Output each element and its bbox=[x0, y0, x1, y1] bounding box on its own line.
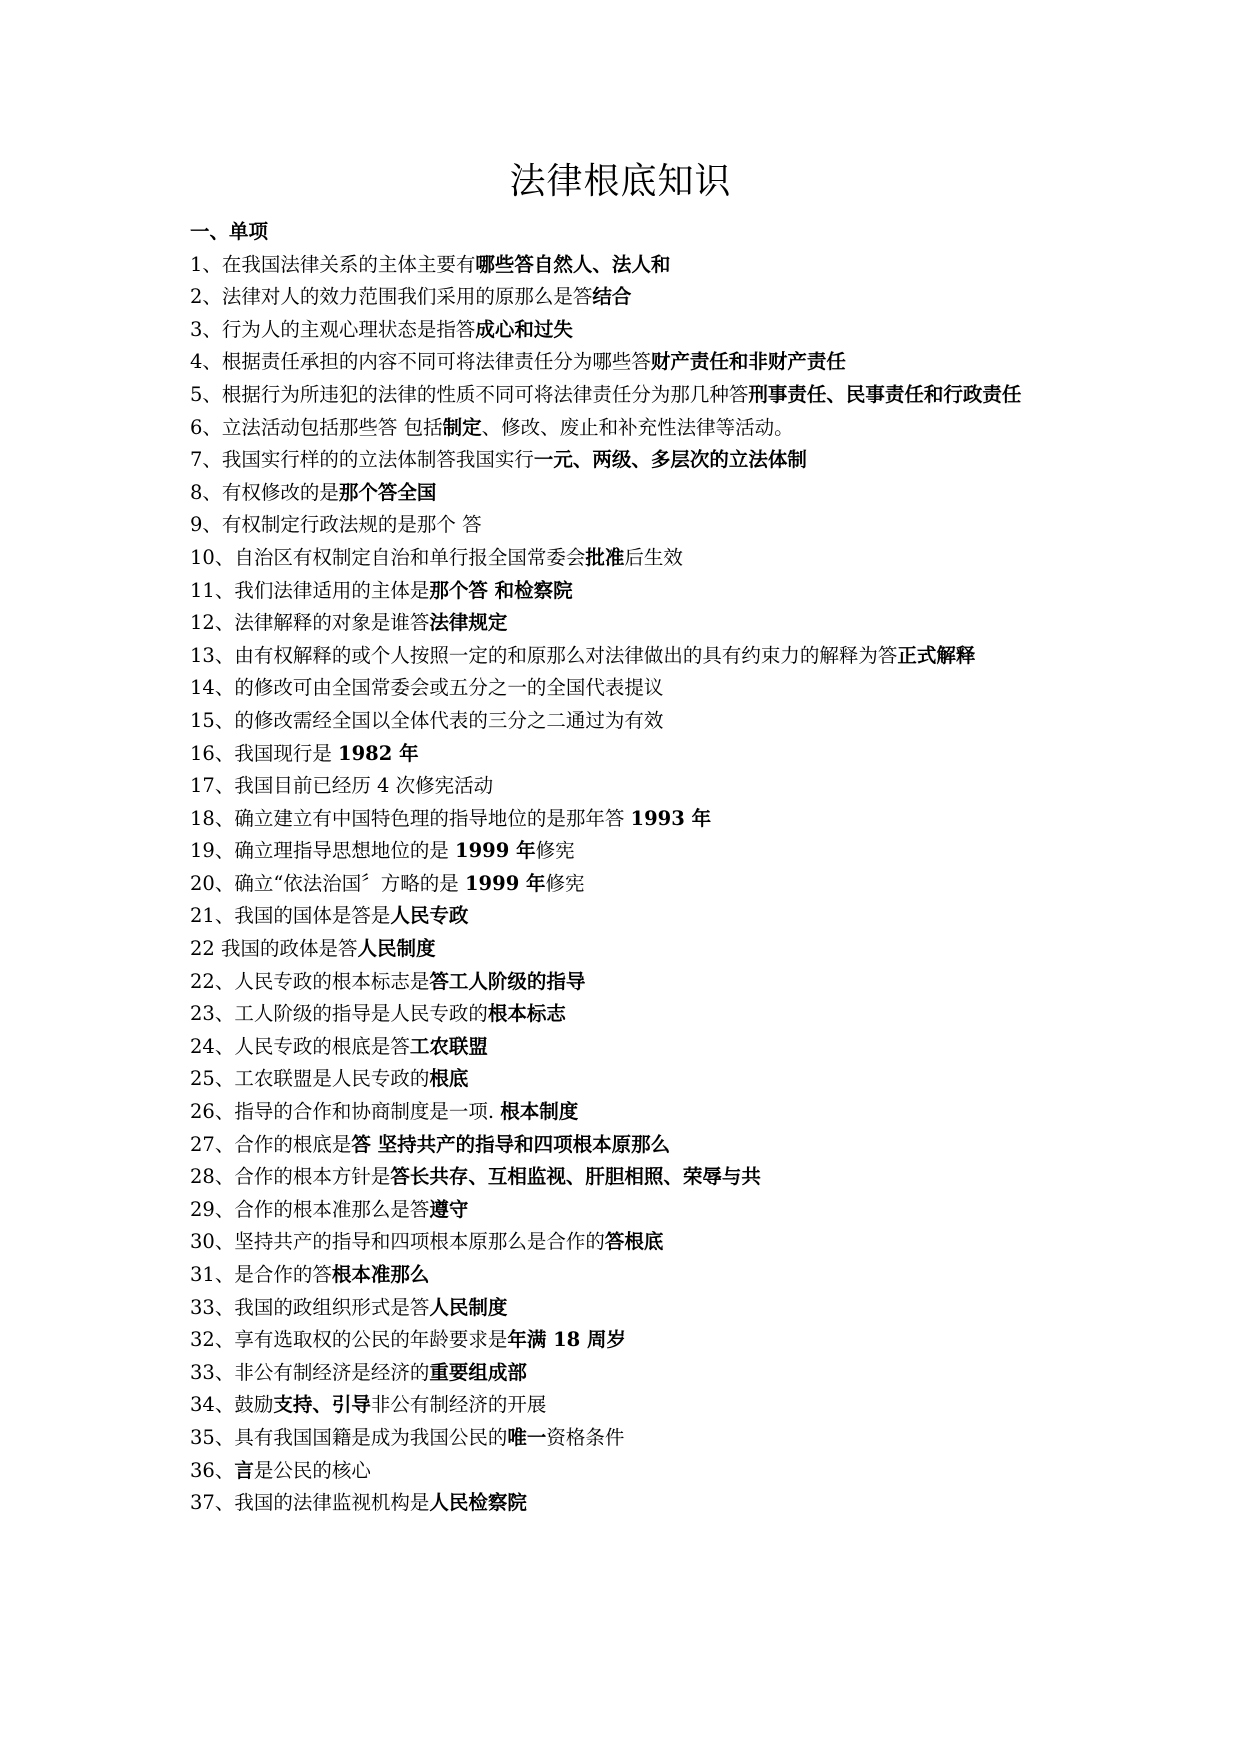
question-line bbox=[190, 672, 1070, 705]
question-text: 24、人民专政的根底是答 bbox=[190, 1034, 410, 1058]
question-text: 33、非公有制经济是经济的 bbox=[190, 1360, 430, 1384]
question-line bbox=[190, 607, 1070, 640]
answer-text: 刑事责任、民事责任和行政责任 bbox=[748, 382, 1022, 406]
question-text: 9、有权制定行政法规的是那个 答 bbox=[190, 513, 482, 537]
question-line bbox=[190, 542, 1070, 575]
question-line bbox=[190, 575, 1070, 608]
question-line bbox=[190, 933, 1070, 966]
question-line bbox=[190, 477, 1070, 510]
question-line bbox=[190, 1063, 1070, 1096]
answer-text: 答工人阶级的指导 bbox=[429, 969, 586, 993]
answer-text: 制定 bbox=[442, 415, 482, 439]
answer-text: 哪些答自然人、法人和 bbox=[475, 252, 671, 276]
question-line bbox=[190, 1455, 1070, 1488]
question-text: 18、确立建立有中国特色理的指导地位的是那年答 bbox=[190, 806, 631, 830]
answer-text: 答根底 bbox=[604, 1230, 664, 1254]
answer-text: 那个答全国 bbox=[338, 480, 437, 504]
question-text: 25、工农联盟是人民专政的 bbox=[190, 1067, 430, 1091]
question-text: 22、人民专政的根本标志是 bbox=[190, 969, 430, 993]
question-text: 35、具有我国国籍是成为我国公民的 bbox=[190, 1425, 508, 1449]
answer-text: 1982 年 bbox=[338, 741, 419, 765]
question-text: 23、工人阶级的指导是人民专政的 bbox=[190, 1002, 488, 1026]
answer-text: 那个答 和检察院 bbox=[429, 578, 573, 602]
question-text: 2、法律对人的效力范围我们采用的原那么是答 bbox=[190, 285, 593, 309]
question-line bbox=[190, 770, 1070, 803]
answer-text: 答 坚持共产的指导和四项根本原那么 bbox=[351, 1132, 671, 1156]
question-text: 5、根据行为所违犯的法律的性质不同可将法律责任分为那几种答 bbox=[190, 382, 749, 406]
question-text: 21、我国的国体是答是 bbox=[190, 904, 391, 928]
question-text: 30、坚持共产的指导和四项根本原那么是合作的 bbox=[190, 1230, 605, 1254]
question-text: 22 我国的政体是答 bbox=[190, 937, 358, 961]
question-text: 1、在我国法律关系的主体主要有 bbox=[190, 252, 476, 276]
question-text: 7、我国实行样的的立法体制答我国实行 bbox=[190, 448, 534, 472]
answer-text: 支持、引导 bbox=[273, 1393, 371, 1417]
question-text: 15、的修改需经全国以全体代表的三分之二通过为有效 bbox=[190, 708, 664, 732]
answer-text: 根本标志 bbox=[487, 1002, 566, 1026]
question-text: 4、根据责任承担的内容不同可将法律责任分为哪些答 bbox=[190, 350, 651, 374]
trailing-text: 非公有制经济的开展 bbox=[370, 1393, 547, 1417]
answer-text: 人民检察院 bbox=[429, 1491, 527, 1515]
question-text: 12、法律解释的对象是谁答 bbox=[190, 611, 430, 635]
trailing-text: 资格条件 bbox=[546, 1425, 625, 1449]
trailing-text: 后生效 bbox=[624, 545, 683, 569]
answer-text: 人民制度 bbox=[357, 937, 436, 961]
document-body bbox=[190, 216, 1070, 1520]
question-text: 26、指导的合作和协商制度是一项. bbox=[190, 1100, 501, 1124]
answer-text: 唯一 bbox=[507, 1425, 547, 1449]
answer-text: 1999 年 bbox=[464, 871, 546, 895]
answer-text: 根底 bbox=[429, 1067, 469, 1091]
question-line bbox=[190, 1194, 1070, 1227]
question-line bbox=[190, 412, 1070, 445]
question-text: 27、合作的根底是 bbox=[190, 1132, 352, 1156]
question-line bbox=[190, 1324, 1070, 1357]
answer-text: 财产责任和非财产责任 bbox=[650, 350, 846, 374]
question-line bbox=[190, 835, 1070, 868]
question-line bbox=[190, 640, 1070, 673]
question-text: 32、享有选取权的公民的年龄要求是 bbox=[190, 1328, 508, 1352]
answer-text: 答长共存、互相监视、肝胆相照、荣辱与共 bbox=[390, 1165, 761, 1189]
answer-text: 工农联盟 bbox=[409, 1034, 488, 1058]
question-text: 11、我们法律适用的主体是 bbox=[190, 578, 430, 602]
answer-text: 成心和过失 bbox=[475, 317, 573, 341]
answer-text: 人民制度 bbox=[429, 1295, 508, 1319]
question-text: 19、确立理指导思想地位的是 bbox=[190, 839, 456, 863]
question-text: 3、行为人的主观心理状态是指答 bbox=[190, 317, 476, 341]
question-text: 10、自治区有权制定自治和单行报全国常委会 bbox=[190, 545, 586, 569]
question-line bbox=[190, 803, 1070, 836]
question-text: 16、我国现行是 bbox=[190, 741, 339, 765]
question-line bbox=[190, 379, 1070, 412]
question-text: 34、鼓励 bbox=[190, 1393, 274, 1417]
trailing-text: 是公民的核心 bbox=[253, 1458, 371, 1482]
question-line bbox=[190, 281, 1070, 314]
question-list bbox=[190, 249, 1070, 1520]
question-text: 8、有权修改的是 bbox=[190, 480, 339, 504]
question-line bbox=[190, 1031, 1070, 1064]
section-heading: 一、单项 bbox=[190, 220, 269, 243]
question-line bbox=[190, 1422, 1070, 1455]
question-line bbox=[190, 868, 1070, 901]
trailing-text: 修宪 bbox=[545, 871, 585, 895]
question-line bbox=[190, 1487, 1070, 1520]
question-line bbox=[190, 1357, 1070, 1390]
question-line bbox=[190, 1226, 1070, 1259]
answer-text: 根本准那么 bbox=[331, 1263, 430, 1286]
question-line bbox=[190, 998, 1070, 1031]
question-text: 20、确立“依法治国〞方略的是 bbox=[190, 871, 465, 895]
question-text: 31、是合作的答 bbox=[190, 1263, 332, 1286]
question-line bbox=[190, 509, 1070, 542]
question-line bbox=[190, 738, 1070, 771]
question-text: 13、由有权解释的或个人按照一定的和原那么对法律做出的具有约束力的解释为答 bbox=[190, 643, 898, 667]
question-line bbox=[190, 314, 1070, 347]
question-text: 29、合作的根本准那么是答 bbox=[190, 1197, 430, 1221]
question-line bbox=[190, 249, 1070, 282]
question-text: 6、立法活动包括那些答 包括 bbox=[190, 415, 443, 439]
answer-text: 结合 bbox=[592, 285, 632, 309]
question-text: 17、我国目前已经历 4 次修宪活动 bbox=[190, 774, 494, 798]
question-line bbox=[190, 1259, 1070, 1292]
question-line bbox=[190, 1389, 1070, 1422]
question-line bbox=[190, 900, 1070, 933]
question-line bbox=[190, 705, 1070, 738]
answer-text: 一元、两级、多层次的立法体制 bbox=[533, 448, 807, 472]
answer-text: 重要组成部 bbox=[429, 1360, 527, 1384]
question-text: 36、 bbox=[190, 1458, 235, 1482]
question-text: 33、我国的政组织形式是答 bbox=[190, 1295, 430, 1319]
question-line bbox=[190, 1161, 1070, 1194]
trailing-text: 、修改、废止和补充性法律等活动。 bbox=[481, 415, 794, 439]
question-line bbox=[190, 966, 1070, 999]
answer-text: 言 bbox=[234, 1458, 254, 1482]
answer-text: 1999 年 bbox=[455, 839, 536, 863]
answer-text: 年满 18 周岁 bbox=[507, 1328, 627, 1352]
answer-text: 人民专政 bbox=[390, 904, 469, 928]
question-line bbox=[190, 346, 1070, 379]
document-title: 法律根底知识 bbox=[509, 161, 732, 202]
question-text: 28、合作的根本方针是 bbox=[190, 1165, 391, 1189]
question-line bbox=[190, 444, 1070, 477]
question-text: 14、的修改可由全国常委会或五分之一的全国代表提议 bbox=[190, 676, 664, 700]
question-line bbox=[190, 1096, 1070, 1129]
answer-text: 根本制度 bbox=[500, 1100, 579, 1124]
answer-text: 遵守 bbox=[429, 1197, 469, 1221]
answer-text: 批准 bbox=[585, 545, 625, 569]
question-text: 37、我国的法律监视机构是 bbox=[190, 1491, 430, 1515]
trailing-text: 修宪 bbox=[535, 839, 575, 863]
question-line bbox=[190, 1129, 1070, 1162]
answer-text: 正式解释 bbox=[897, 643, 976, 667]
answer-text: 1993 年 bbox=[630, 806, 712, 830]
answer-text: 法律规定 bbox=[429, 611, 508, 635]
question-line bbox=[190, 1292, 1070, 1325]
